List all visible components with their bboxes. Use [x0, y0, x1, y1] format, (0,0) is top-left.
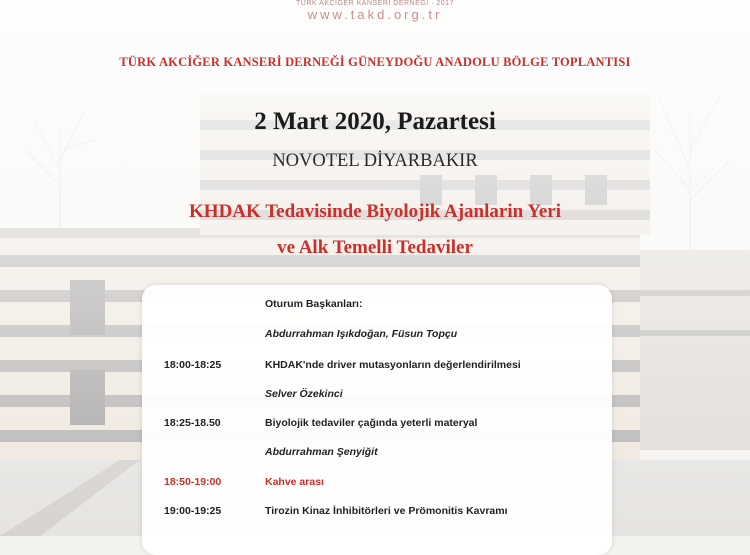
website-link[interactable]: www.takd.org.tr — [307, 7, 443, 22]
program-text: Kahve arası — [265, 476, 324, 488]
event-venue: NOVOTEL DİYARBAKIR — [272, 151, 478, 171]
program-text: KHDAK'nde driver mutasyonların değerlendirilmesi — [265, 359, 521, 371]
event-date: 2 Mart 2020, Pazartesi — [254, 108, 496, 135]
program-time: 18:25-18.50 — [164, 417, 221, 429]
program-text: Biyolojik tedaviler çağında yeterli materyal — [265, 417, 478, 429]
program-time: 18:00-18:25 — [164, 359, 222, 371]
program-text: Tirozin Kinaz İnhibitörleri ve Prömonitis Kavramı — [265, 505, 508, 517]
subject-title-line1: KHDAK Tedavisinde Biyolojik Ajanlarin Yeri — [189, 201, 561, 222]
program-time: 19:00-19:25 — [164, 505, 222, 517]
program-speaker: Abdurrahman Şenyiğit — [265, 446, 378, 458]
subject-title-line2: ve Alk Temelli Tedaviler — [277, 237, 473, 258]
header-tagline: TÜRK AKCİĞER KANSERİ DERNEĞİ · 2017 — [296, 0, 454, 7]
program-time: 18:50-19:00 — [164, 476, 222, 488]
organization-title: TÜRK AKCİĞER KANSERİ DERNEĞİ GÜNEYDOĞU ANADOLU BÖLGE TOPLANTISI — [119, 55, 631, 69]
program-text: Oturum Başkanları: — [265, 298, 363, 310]
program-speaker: Abdurrahman Işıkdoğan, Füsun Topçu — [265, 328, 458, 340]
program-speaker: Selver Özekinci — [265, 388, 343, 400]
